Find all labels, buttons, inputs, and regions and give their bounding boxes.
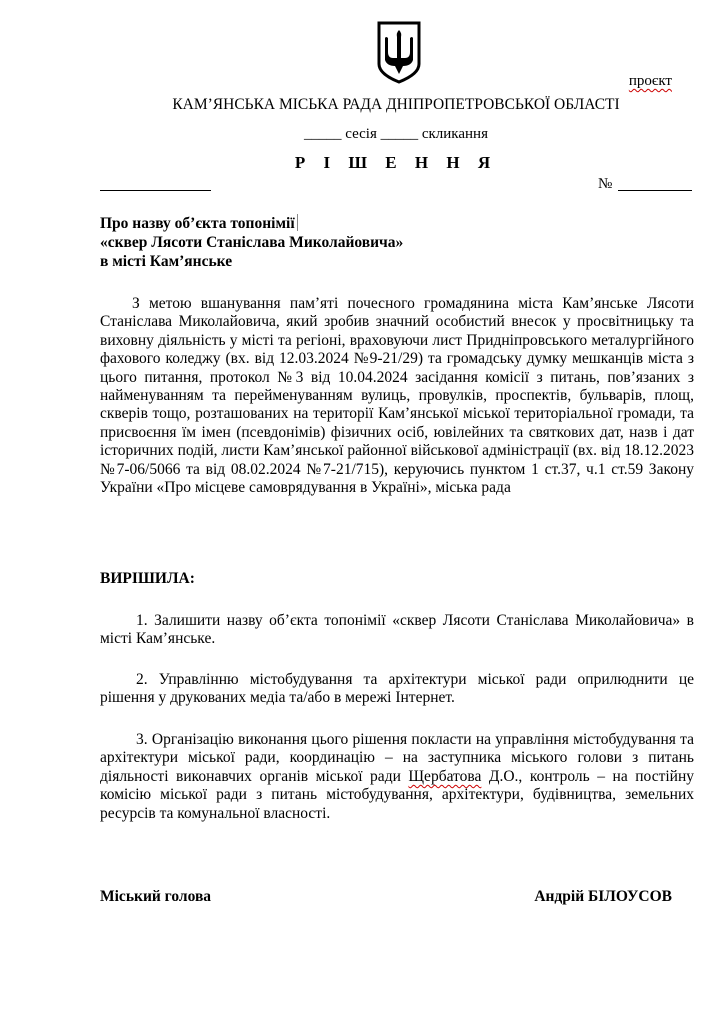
decision-subject bbox=[100, 214, 403, 271]
item-3-surname: Щербатова bbox=[408, 767, 482, 785]
signature-name: Андрій БІЛОУСОВ bbox=[534, 888, 672, 905]
decision-item-2: 2. Управлінню містобудування та архітектури міської ради оприлюднити це рішення у друкованих медіа та/або в мережі Інтернет. bbox=[100, 671, 694, 707]
document-type-title: Р І Ш Е Н Н Я bbox=[294, 153, 498, 172]
preamble-paragraph: З метою вшанування пам’яті почесного громадянина міста Кам’янське Лясоти Станіслава Миколайовича, який зробив значний особистий внесок у просвітницьку та виховну діяльність у місті та регіоні, враховуючи лист Придніпровського металургійного фахового коледжу (вх. від 12.03.2024 №9-21/29) та громадську думку мешканців міста з цього питання, протокол №3 від 10.04.2024 засідання комісії з питань, пов’язаних з найменуванням та перейменуванням вулиць, провулків, проспектів, бульварів, площ, скверів тощо, розташованих на території Кам’янської міської територіальної громади, та присвоєння їм імен (псевдонімів) фізичних осіб, ювілейних та святкових дат, назв і дат історичних подій, листи Кам’янської районної військової адміністрації (вх. від 18.12.2023 №7-06/5066 та від 08.02.2024 №7-21/715), керуючись пунктом 1 ст.37, ч.1 ст.59 Закону України «Про місцеве самоврядування в Україні», міська рада bbox=[100, 295, 694, 497]
council-name: КАМ’ЯНСЬКА МІСЬКА РАДА ДНІПРОПЕТРОВСЬКОЇ ОБЛАСТІ bbox=[172, 96, 620, 113]
signature-title: Міський голова bbox=[100, 888, 212, 905]
number-sign: № bbox=[598, 176, 613, 192]
item-3-text-start: 3. Організацію виконання цього рішення покласти на управління містобудування та архітектури міської ради, координацію – на заступника міського голови з питань діяльності виконавчих органів міської ради bbox=[100, 731, 694, 785]
resolved-heading: ВИРІШИЛА: bbox=[100, 570, 195, 587]
subject-line-3: в місті Кам’янське bbox=[100, 253, 233, 270]
session-line: _____ сесія _____ скликання bbox=[304, 126, 488, 142]
date-blank-line bbox=[100, 176, 211, 191]
item-3-text-end: Д.О., контроль – на постійну комісію міської ради з питань містобудування, архітектури, будівництва, земельних ресурсів та комунальної власності. bbox=[100, 767, 694, 822]
ukraine-emblem-icon bbox=[376, 20, 422, 84]
subject-line-1: Про назву об’єкта топонімії bbox=[100, 215, 295, 232]
project-label: проєкт bbox=[628, 73, 672, 89]
decision-item-1: 1. Залишити назву об’єкта топонімії «сквер Лясоти Станіслава Миколайовича» в місті Кам’янське. bbox=[100, 612, 694, 648]
number-blank-line bbox=[618, 176, 692, 191]
subject-line-2: «сквер Лясоти Станіслава Миколайовича» bbox=[100, 234, 404, 251]
decision-item-3 bbox=[100, 731, 694, 823]
text-cursor bbox=[297, 214, 298, 231]
